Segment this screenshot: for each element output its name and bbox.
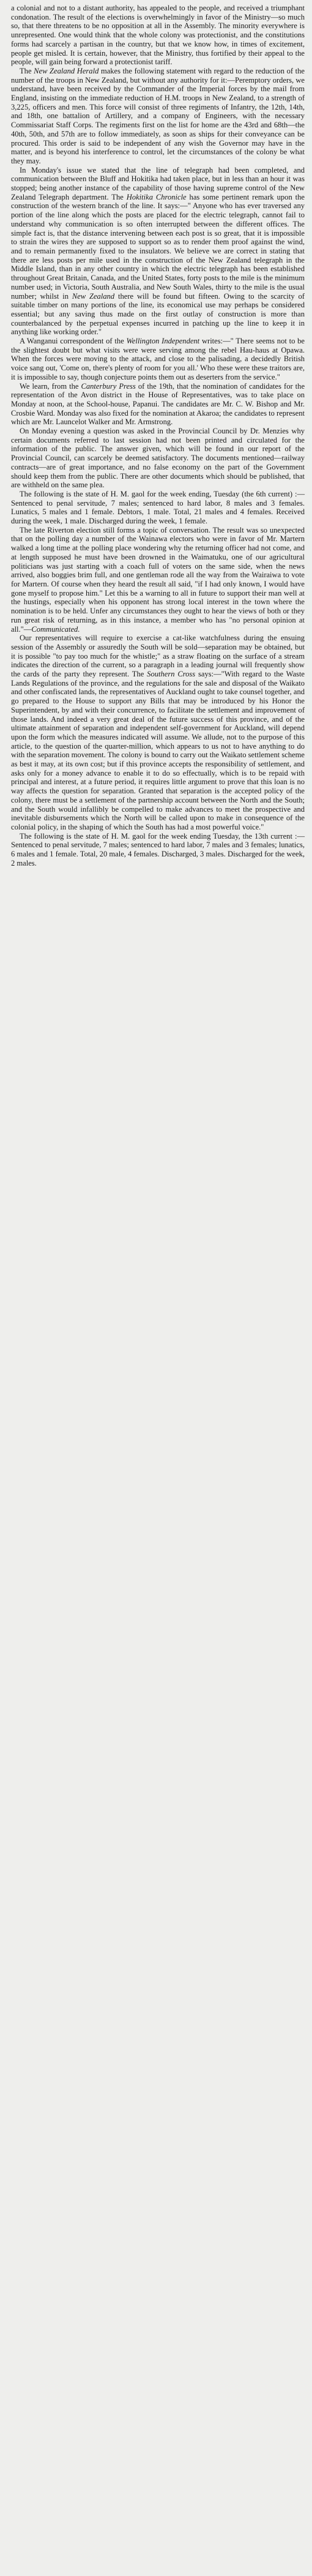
paragraph-text: A Wanganui correspondent of the bbox=[20, 337, 127, 346]
article-paragraph bbox=[11, 490, 305, 526]
paragraph-text: a colonial and not to a distant authority, has appealed to the people, and received a triumphant condonation. The result of the elections is overwhelmingly in favor of the Ministry—so much so, that there threatens to be no opposition at all in the Assembly. The minority everywhere is unrepresented. One would think that the whole colony was protectionist, and the constitutions forms had scarcely a partisan in the country, but that we know how, in times of excitement, people get misled. It is certain, however, that the Ministry, thus fortified by their appeal to the people, will gain being forward a protectionist tariff. bbox=[11, 4, 305, 67]
article-paragraph bbox=[11, 67, 305, 166]
article-paragraph bbox=[11, 337, 305, 382]
paragraph-text: says:—"With regard to the Waste Lands Regulations of the province, and the regulations for the sale and disposal of the Waikato and other confiscated lands, the representatives of Auckland ought to take counsel together, and go prepared to the House to support any Bills that may be introduced by his Honor the Superintendent, by and with their concurrence, to facilitate the settlement and improvement of those lands. And indeed a very great deal of the future success of this province, and of the ultimate attainment of separation and independent self-government for Auckland, will depend upon the form which the measures indicated will assume. We allude, not to the purpose of this article, to the question of the quarter-million, which appears to us not to have anything to do with the separation movement. The colony is bound to carry out the Waikato settlement scheme as best it may, at its own cost; but if this province accepts the responsibility of settlement, and asks only for a money advance to enable it to do so effectually, which is to be repaid with principal and interest, at a future period, it requires little argument to prove that this loan is no way affects the question for separation. Granted that separation is the accepted policy of the colony, there must be a settlement of the partnership account between the North and the South; and the South would infallibly be compelled to make advances to meet the prospective and inevitable disbursements which the North will be called upon to make in consequence of the colonial policy, in the shaping of which the South has had a most powerful voice." bbox=[11, 670, 305, 831]
paragraph-text: The bbox=[20, 66, 34, 75]
paragraph-text: The late Riverton election still forms a topic of conversation. The result was so unexpected that on the polling day a number of the Wainawa electors who were in favor of Mr. Martern walked a long time at the polling place wondering why the returning officer had not come, and at length supposed he must have been drowned in the Waimatuku, one of our agricultural politicians was just starting with a coach full of voters on the same side, when the news arrived, also boggies brim full, and one gentleman rode all the way from the Wairaiwa to vote for Martern. Of course when they heard the result all said, "if I had only known, I would have gone myself to propose him." Let this be a warning to all in future to support their man well at the hustings, especially when his opponent has strong local interest in the town where the nomination is to be held. Unfer any circumstances they ought to hear the views of both or they run great risk of returning, as in this instance, a member who has "no personal opinion at all."— bbox=[11, 525, 305, 634]
italic-text: Canterbury Press bbox=[81, 381, 136, 391]
paragraph-text: makes the following statement with regard to the reduction of the number of the troops in New Zealand, but without any authority for it:—Peremptory orders, we understand, have been received by the Commander of the Imperial forces by the mail from England, insisting on the immediate reduction of H.M. troops in New Zealand, to a strength of 3,225, officers and men. This force will consist of three regiments of Infantry, the 12th, 14th, and 18th, one battalion of Artillery, and a company of Engineers, with the necessary Commissariat Staff Corps. The regiments first on the list for home are the 43rd and 68th—the 40th, 50th, and 57th are to follow immediately, as soon as ships for their conveyance can be procured. This order is said to be independent of any wish the Governor may have in the matter, and is beyond his interference to control, let the circumstances of the colony be what they may. bbox=[11, 66, 305, 165]
italic-text: Wellington Independent bbox=[126, 337, 200, 346]
article-column bbox=[11, 4, 305, 868]
paragraph-text: The following is the state of H. M. gaol for the week ending Tuesday, the 13th current :—Sentenced to penal servitude, 7 males; sentenced to hard labor, 7 males and 3 females; lunatics, 6 males and 1 female. Total, 20 male, 4 females. Discharged, 3 males. Discharged for the week, 2 males. bbox=[11, 831, 305, 867]
paragraph-text: We learn, from the bbox=[20, 381, 81, 391]
italic-text: New Zealand Herald bbox=[34, 66, 99, 75]
article-paragraph bbox=[11, 832, 305, 868]
paragraph-text: The following is the state of H. M. gaol for the week ending, Tuesday (the 6th current) :—Sentenced to penal servitude, 7 males; sentenced to hard labor, 8 males and 3 females. Lunatics, 5 males and 1 female. Debtors, 1 male. Total, 21 males and 4 females. Received during the week, 1 male. Discharged during the week, 1 female. bbox=[11, 489, 305, 526]
paragraph-text: there will be found but fifteen. Owing to the scarcity of suitable timber on many portions of the line, its economical use may perhaps be considered essential; but any saving thus made on the first outlay of construction is more than counterbalanced by the perpetual expenses incurred in patching up the line to keep it in anything like working order." bbox=[11, 291, 305, 337]
paragraph-text: On Monday evening a question was asked in the Provincial Council by Dr. Menzies why certain documents referred to last session had not been printed and circulated for the information of the public. The answer given, which will be found in our report of the Provincial Council, can scarcely be deemed satisfactory. The documents mentioned—railway contracts—are of great importance, and no false economy on the part of the Government should keep them from the public. There are other documents which should be published, that are withheld on the same plea. bbox=[11, 427, 305, 490]
italic-text: Southern Cross bbox=[147, 670, 196, 679]
italic-text: New Zealand bbox=[72, 291, 115, 301]
paragraph-text: In Monday's issue we stated that the line of telegraph had been completed, and communication between the Bluff and Hokitika had taken place, but in less than an hour it was stopped; being another instance of the capability of those having supreme control of the New Zealand Telegraph department. The bbox=[11, 165, 305, 201]
paragraph-text: has some pertinent remark upon the construction of the western branch of the line. It says:—" Anyone who has ever traversed any portion of the line along which the posts are placed for the electric telegraph, cannot fail to understand why communication is so often interrupted between the different offices. The simple fact is, that the distance intervening between each post is so great, that it is impossible to strain the wires they are supposed to support so as to render them proof against the wind, and to remain permanently fixed to the insulators. We believe we are correct in stating that there are less posts per mile used in the construction of the New Zealand telegraph in the Middle Island, than in any other country in which the electric telegraph has been established throughout Great Britain, Canada, and the United States, forty posts to the mile is the minimum number used; in Victoria, South Australia, and New South Wales, thirty to the mile is the usual number; whilst in bbox=[11, 192, 305, 301]
article-paragraph bbox=[11, 382, 305, 427]
paragraph-text: writes:—" There seems not to be the slightest doubt but what visits were were serving among the rebel Hau-haus at Opawa. When the forces were moving to the attack, and close to the palisading, a decidedly British voice sang out, 'Come on, there's plenty of room for you all.' Who these were these traitors are, it is impossible to say, though conjecture points them out as deserters from the service." bbox=[11, 337, 305, 381]
article-paragraph bbox=[11, 427, 305, 490]
article-paragraph bbox=[11, 634, 305, 831]
paragraph-text: Our representatives will require to exercise a cat-like watchfulness during the ensuing session of the Assembly or assuredly the South will be sold—separation may be obtained, but it is possible "to pay too much for the whistle;" as a straw floating on the surface of a stream indicates the direction of the current, so a paragraph in a leading journal will frequently show the cards of the party they represent. The bbox=[11, 634, 305, 679]
italic-text: Hokitika Chronicle bbox=[126, 192, 187, 201]
paragraph-text: of the 19th, that the nomination of candidates for the representation of the Avon district in the House of Representatives, was to take place on Monday at noon, at the School-house, Papanui. The candidates are Mr. C. W. Bishop and Mr. Crosbie Ward. Monday was also fixed for the nomination at Akaroa; the candidates to represent which are Mr. Launcelot Walker and Mr. Armstrong. bbox=[11, 381, 305, 427]
article-paragraph bbox=[11, 526, 305, 634]
italic-text: Communicated. bbox=[31, 624, 80, 634]
article-paragraph bbox=[11, 166, 305, 337]
article-paragraph bbox=[11, 4, 305, 67]
